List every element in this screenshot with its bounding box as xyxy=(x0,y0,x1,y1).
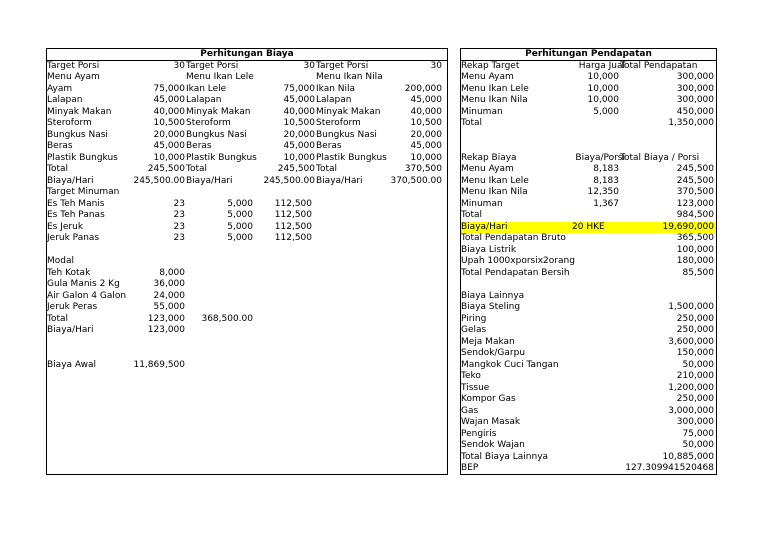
income-label: Wajan Masak xyxy=(461,417,521,427)
cost-cell: 200,000 xyxy=(404,83,442,94)
cost-cell: 45,000 xyxy=(153,141,185,151)
cost-cell: Bungkus Nasi xyxy=(316,129,377,140)
income-label: Biaya Listrik xyxy=(461,244,517,255)
income-value: 365,500 xyxy=(676,233,714,243)
cost-cell: 112,500 xyxy=(274,233,312,243)
cost-cell: 11,869,500 xyxy=(133,359,185,370)
cost-cell: Biaya/Hari xyxy=(316,175,363,186)
cost-cell: Plastik Bungkus xyxy=(316,152,387,163)
cost-cell: Plastik Bungkus xyxy=(47,152,118,163)
income-mid: 8,183 xyxy=(593,175,619,186)
cost-cell: 24,000 xyxy=(153,290,185,301)
income-mid: 10,000 xyxy=(587,95,619,105)
cost-cell: 36,000 xyxy=(153,279,185,289)
cost-cell: 112,500 xyxy=(274,221,312,232)
cost-cell: 75,000 xyxy=(283,83,315,94)
cost-cell: Ikan Nila xyxy=(316,83,356,94)
cost-table-title: Perhitungan Biaya xyxy=(200,49,294,59)
cost-cell: Jeruk Panas xyxy=(47,233,100,243)
income-label: Minuman xyxy=(461,106,503,117)
cost-cell: Target Minuman xyxy=(47,187,120,197)
cost-cell: Total xyxy=(186,164,208,174)
cost-cell: 23 xyxy=(173,221,185,232)
cost-cell: 245,500 xyxy=(147,164,185,174)
income-value: 245,500 xyxy=(676,175,714,186)
cost-cell: Lalapan xyxy=(316,95,352,105)
income-value: 210,000 xyxy=(676,371,714,381)
income-value: 1,200,000 xyxy=(668,382,714,393)
cost-cell: Modal xyxy=(47,256,74,266)
income-label: Minuman xyxy=(461,198,503,209)
income-mid: 12,350 xyxy=(587,187,619,197)
income-value: 180,000 xyxy=(676,256,714,266)
cost-cell: 10,000 xyxy=(153,152,185,163)
cost-cell: 10,500 xyxy=(153,118,185,128)
cost-cell: 75,000 xyxy=(153,83,185,94)
income-value: 300,000 xyxy=(676,72,714,82)
cost-cell: Biaya/Hari xyxy=(47,175,94,186)
cost-cell: 245,500.00 xyxy=(133,175,185,186)
cost-cell: 55,000 xyxy=(153,302,185,312)
income-value: 100,000 xyxy=(676,244,714,255)
cost-cell: 245,500 xyxy=(277,164,315,174)
income-value: 3,000,000 xyxy=(668,405,714,416)
cost-cell: 112,500 xyxy=(274,198,312,209)
income-mid: 1,367 xyxy=(593,198,619,209)
cost-cell: 45,000 xyxy=(283,95,315,105)
income-value: 127.309941520468 xyxy=(625,463,714,473)
income-label: Tissue xyxy=(461,382,490,393)
cost-cell: Minyak Makan xyxy=(186,106,251,117)
cost-cell: Beras xyxy=(316,141,342,151)
cost-cell: Bungkus Nasi xyxy=(186,129,247,140)
income-table-title: Perhitungan Pendapatan xyxy=(525,49,652,59)
cost-cell: Minyak Makan xyxy=(47,106,112,117)
cost-cell: Total xyxy=(47,313,69,324)
cost-cell: 370,500 xyxy=(404,164,442,174)
cost-cell: Es Jeruk xyxy=(47,221,84,232)
cost-cell: 112,500 xyxy=(274,210,312,220)
income-mid: 10,000 xyxy=(587,72,619,82)
cost-cell: Steroform xyxy=(47,118,92,128)
cost-cell: 20,000 xyxy=(410,129,442,140)
cost-cell: 45,000 xyxy=(410,141,442,151)
income-value: 150,000 xyxy=(676,348,714,358)
income-label: BEP xyxy=(461,463,479,473)
cost-cell: 5,000 xyxy=(227,221,253,232)
income-mid: 10,000 xyxy=(587,83,619,94)
cost-cell: Total xyxy=(316,164,338,174)
cost-cell: 10,000 xyxy=(410,152,442,163)
cost-cell: Menu Ayam xyxy=(47,72,100,82)
cost-cell: Es Teh Panas xyxy=(47,210,105,220)
cost-cell: Menu Ikan Lele xyxy=(186,72,254,82)
cost-cell: Biaya/Hari xyxy=(186,175,233,186)
cost-cell: 40,000 xyxy=(410,106,442,117)
cost-cell: Es Teh Manis xyxy=(47,198,105,209)
cost-cell: 23 xyxy=(173,198,185,209)
income-label: Total xyxy=(461,210,483,220)
income-value: 250,000 xyxy=(676,313,714,324)
cost-cell: 10,500 xyxy=(410,118,442,128)
income-value: 50,000 xyxy=(682,440,714,450)
cost-cell: 123,000 xyxy=(147,313,185,324)
cost-cell: 20,000 xyxy=(283,129,315,140)
cost-cell: Lalapan xyxy=(47,95,83,105)
income-value: 10,885,000 xyxy=(662,451,714,462)
income-label: Kompor Gas xyxy=(461,394,516,404)
cost-cell: 40,000 xyxy=(153,106,185,117)
cost-cell: Air Galon 4 Galon xyxy=(47,290,127,301)
income-mid: 8,183 xyxy=(593,164,619,174)
cost-cell: Ayam xyxy=(47,83,73,94)
income-label: Menu Ikan Nila xyxy=(461,187,528,197)
cost-cell: 245,500.00 xyxy=(263,175,315,186)
cost-cell: Target Porsi xyxy=(186,60,239,71)
income-label: Total xyxy=(461,118,483,128)
cost-cell: Steroform xyxy=(186,118,231,128)
income-value: 450,000 xyxy=(676,106,714,117)
cost-cell: Plastik Bungkus xyxy=(186,152,257,163)
cost-cell: 5,000 xyxy=(227,233,253,243)
income-value: 984,500 xyxy=(676,210,714,220)
cost-cell: 368,500.00 xyxy=(201,313,253,324)
income-label: Total Pendapatan Bersih xyxy=(461,267,570,278)
cost-cell: Beras xyxy=(47,141,73,151)
income-value: 19,690,000 xyxy=(662,221,714,232)
income-label: Biaya Steling xyxy=(461,302,521,312)
income-value: 123,000 xyxy=(676,198,714,209)
income-value: 370,500 xyxy=(676,187,714,197)
cost-cell: 45,000 xyxy=(410,95,442,105)
cost-cell: Gula Manis 2 Kg xyxy=(47,279,120,289)
cost-cell: Jeruk Peras xyxy=(47,302,98,312)
income-label: Biaya/Hari xyxy=(461,221,508,232)
income-header: Harga Jual xyxy=(578,60,625,71)
cost-cell: Steroform xyxy=(316,118,361,128)
income-label: Gelas xyxy=(461,325,487,335)
income-label: Meja Makan xyxy=(461,336,515,347)
income-label: Menu Ayam xyxy=(461,164,514,174)
cost-cell: 8,000 xyxy=(159,267,185,278)
income-label: Total Pendapatan Bruto xyxy=(461,233,566,243)
cost-cell: 45,000 xyxy=(153,95,185,105)
cost-cell: 370,500.00 xyxy=(390,175,442,186)
cost-cell: Menu Ikan Nila xyxy=(316,72,383,82)
cost-cell: Lalapan xyxy=(186,95,222,105)
income-mid: 5,000 xyxy=(593,106,619,117)
cost-cell: 10,500 xyxy=(283,118,315,128)
income-label: Sendok/Garpu xyxy=(461,348,526,358)
cost-cell: Beras xyxy=(186,141,212,151)
cost-cell: Teh Kotak xyxy=(47,267,91,278)
income-label: Pengiris xyxy=(461,428,497,439)
income-value: 250,000 xyxy=(676,394,714,404)
cost-cell: Target Porsi xyxy=(316,60,369,71)
income-label: Menu Ikan Lele xyxy=(461,83,529,94)
cost-cell: 5,000 xyxy=(227,198,253,209)
cost-cell: 30 xyxy=(173,60,185,71)
income-label: Menu Ikan Nila xyxy=(461,95,528,105)
income-label: Biaya Lainnya xyxy=(461,290,525,301)
income-value: 1,350,000 xyxy=(668,118,714,128)
cost-cell: Biaya Awal xyxy=(47,359,97,370)
cost-cell: 30 xyxy=(430,60,442,71)
income-value: 75,000 xyxy=(682,428,714,439)
cost-cell: 123,000 xyxy=(147,325,185,335)
income-value: 250,000 xyxy=(676,325,714,335)
income-value: 3,600,000 xyxy=(668,336,714,347)
income-label: Total Biaya Lainnya xyxy=(461,451,549,462)
income-value: 1,500,000 xyxy=(668,302,714,312)
cost-cell: 23 xyxy=(173,210,185,220)
income-header: Total Pendapatan xyxy=(620,60,698,71)
income-value: 300,000 xyxy=(676,83,714,94)
cost-cell: 30 xyxy=(303,60,315,71)
income-label: Gas xyxy=(461,405,479,416)
income-header: Biaya/Porsi xyxy=(575,152,625,163)
cost-cell: 20,000 xyxy=(153,129,185,140)
income-label: Teko xyxy=(461,371,481,381)
income-value: 50,000 xyxy=(682,359,714,370)
income-value: 85,500 xyxy=(682,267,714,278)
income-mid: 20 HKE xyxy=(572,221,605,232)
cost-cell: Biaya/Hari xyxy=(47,325,94,335)
income-label: Rekap Biaya xyxy=(461,152,517,163)
income-label: Piring xyxy=(461,313,487,324)
income-value: 245,500 xyxy=(676,164,714,174)
cost-cell: 5,000 xyxy=(227,210,253,220)
cost-cell: Target Porsi xyxy=(47,60,100,71)
income-value: 300,000 xyxy=(676,95,714,105)
cost-cell: Minyak Makan xyxy=(316,106,381,117)
cost-cell: Total xyxy=(47,164,69,174)
income-value: 300,000 xyxy=(676,417,714,427)
income-label: Rekap Target xyxy=(461,60,520,71)
income-label: Menu Ayam xyxy=(461,72,514,82)
cost-cell: Ikan Lele xyxy=(186,83,227,94)
cost-cell: 40,000 xyxy=(283,106,315,117)
cost-cell: Bungkus Nasi xyxy=(47,129,108,140)
cost-cell: 10,000 xyxy=(283,152,315,163)
income-label: Sendok Wajan xyxy=(461,440,525,450)
income-label: Menu Ikan Lele xyxy=(461,175,529,186)
income-header: Total Biaya / Porsi xyxy=(620,152,700,163)
cost-cell: 23 xyxy=(173,233,185,243)
income-label: Mangkok Cuci Tangan xyxy=(461,359,559,370)
cost-cell: 45,000 xyxy=(283,141,315,151)
income-label: Upah 1000xporsix2orang xyxy=(461,256,575,266)
